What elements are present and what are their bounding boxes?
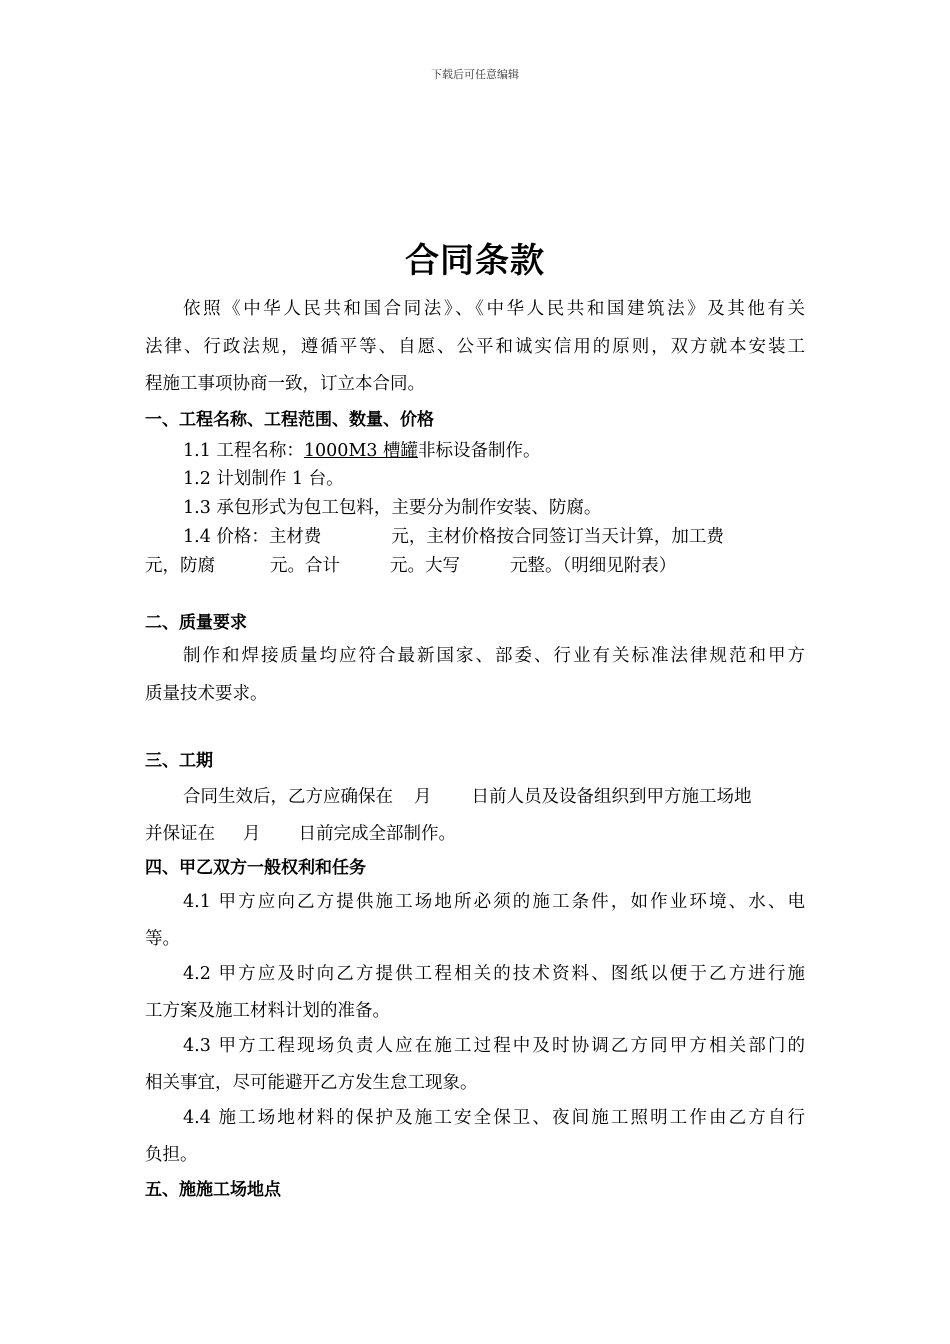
section-4-item-4-line-1: 4.4 施工场地材料的保护及施工安全保卫、夜间施工照明工作由乙方自行 <box>183 1108 805 1128</box>
price-text: 元，主材价格按合同签订当天计算，加工费 <box>391 527 724 547</box>
section-1-item-4-line-2: 元，防腐 元。合计 元。大写 元整。（明细见附表） <box>145 556 677 576</box>
intro-line-2: 法律、行政法规，遵循平等、自愿、公平和诚实信用的原则，双方就本安装工 <box>145 337 805 357</box>
intro-line-3: 程施工事项协商一致，订立本合同。 <box>145 374 425 394</box>
section-5-heading: 五、施施工场地点 <box>145 1180 281 1200</box>
document-title: 合同条款 <box>405 241 545 281</box>
intro-line-1: 依照《中华人民共和国合同法》、《中华人民共和国建筑法》及其他有关 <box>183 299 805 319</box>
section-1-heading: 一、工程名称、工程范围、数量、价格 <box>145 410 434 430</box>
section-1-item-3: 1.3 承包形式为包工包料，主要分为制作安装、防腐。 <box>183 498 602 518</box>
price-label: 1.4 价格：主材费 <box>183 527 322 547</box>
section-3-heading: 三、工期 <box>145 751 213 771</box>
section-3-line-2: 并保证在 月 日前完成全部制作。 <box>145 824 456 844</box>
section-4-item-1-line-1: 4.1 甲方应向乙方提供施工场地所必须的施工条件，如作业环境、水、电 <box>183 892 805 912</box>
section-4-heading: 四、甲乙双方一般权利和任务 <box>145 858 366 878</box>
project-name: 1000M3 槽罐 <box>303 441 419 461</box>
header-note: 下载后可任意编辑 <box>431 68 519 81</box>
section-4-item-3-line-2: 相关事宜，尽可能避开乙方发生怠工现象。 <box>145 1073 478 1093</box>
section-4-item-1-line-2: 等。 <box>145 929 180 949</box>
section-2-line-1: 制作和焊接质量均应符合最新国家、部委、行业有关标准法律规范和甲方 <box>183 646 805 666</box>
item-1-prefix: 1.1 工程名称： <box>183 441 304 461</box>
section-4-item-4-line-2: 负担。 <box>145 1145 198 1165</box>
section-4-item-3-line-1: 4.3 甲方工程现场负责人应在施工过程中及时协调乙方同甲方相关部门的 <box>183 1036 805 1056</box>
section-1-item-2: 1.2 计划制作 1 台。 <box>183 469 344 489</box>
section-1-item-1 <box>183 439 853 463</box>
section-4-item-2-line-1: 4.2 甲方应及时向乙方提供工程相关的技术资料、图纸以便于乙方进行施 <box>183 964 805 984</box>
section-1-item-4-line-1 <box>183 525 853 549</box>
section-4-item-2-line-2: 工方案及施工材料计划的准备。 <box>145 1001 390 1021</box>
item-1-suffix: 非标设备制作。 <box>418 441 541 461</box>
section-2-heading: 二、质量要求 <box>145 613 247 633</box>
section-3-line-1: 合同生效后，乙方应确保在 月 日前人员及设备组织到甲方施工场地 <box>183 787 752 807</box>
section-2-line-2: 质量技术要求。 <box>145 684 268 704</box>
